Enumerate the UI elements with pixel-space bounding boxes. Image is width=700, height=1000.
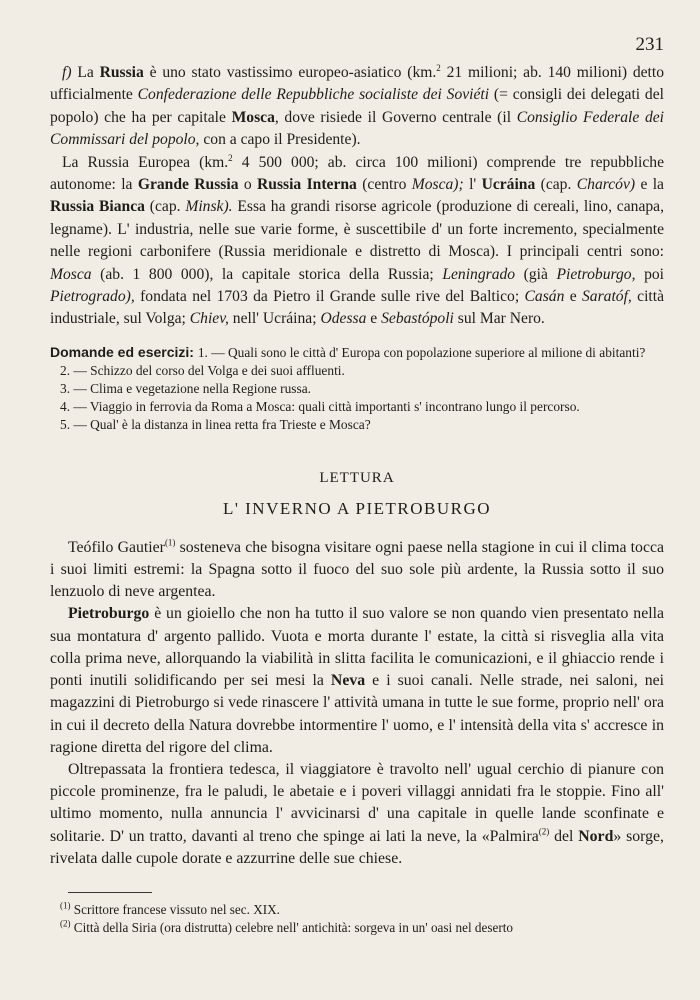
text-run: e	[564, 288, 582, 306]
text-run: del	[549, 827, 579, 845]
text-run: sosteneva che bisogna visitare ogni paese nella stagione in cui il clima tocca i suoi limiti estremi: la Spagna sotto il fuoco del suo sole più ardente, la Russia sotto il suo lenzuolo di neve argentea.	[50, 538, 664, 601]
superscript: (1)	[164, 537, 176, 548]
exercise-text: 3. — Clima e vegetazione nella Regione russa.	[60, 380, 311, 396]
italic-text: Leningrado	[442, 265, 516, 283]
text-run: , dove risiede il Governo centrale (il	[274, 108, 517, 126]
text-run: » sorge, rivelata dalle cupole dorate e azzurrine delle sue chiese.	[50, 827, 664, 867]
bold-text: Russia Interna	[257, 176, 357, 194]
italic-text: Minsk).	[185, 198, 233, 216]
italic-text: Consiglio Federale dei Commissari del popolo,	[50, 108, 664, 149]
text-run: o	[238, 176, 258, 194]
exercise-item	[50, 343, 664, 362]
text-run: e	[366, 310, 382, 328]
text-run: con a capo il Presidente).	[199, 131, 361, 149]
paragraph-russia-overview	[50, 62, 664, 152]
text-run: Città della Siria (ora distrutta) celebre nell' antichità: sorgeva in un' oasi nel deserto	[70, 919, 513, 935]
italic-text: Chiev,	[189, 310, 229, 328]
exercises-section	[50, 343, 664, 434]
bold-text: Russia	[99, 64, 144, 81]
bold-text: Mosca	[231, 108, 275, 126]
footnotes	[50, 901, 664, 937]
exercise-heading: Domande ed esercizi:	[50, 343, 198, 360]
text-run: e i suoi canali. Nelle strade, nei saloni, nei magazzini di Pietroburgo si vede rinascere l' attività umana in tutte le sue forme, proprio nell' ora in cui il decreto della Natura dovrebbe intormentire l' uomo, e l' intensità della vita s' accresce in ragione diretta del rigore del clima.	[50, 672, 664, 756]
bold-text: Nord	[578, 827, 614, 845]
exercise-item	[50, 362, 664, 380]
text-run: e la	[635, 176, 664, 194]
bold-text: Russia Bianca	[50, 198, 145, 216]
reading-paragraph	[50, 603, 664, 758]
italic-text: Mosca	[50, 265, 92, 283]
text-run: 21 milioni; ab. 140 milioni) detto ufficialmente	[50, 64, 664, 104]
italic-text: Mosca);	[411, 176, 464, 194]
exercise-list	[50, 343, 664, 434]
reading-paragraph	[50, 537, 664, 604]
exercise-item	[50, 398, 664, 416]
reading-paragraph	[50, 759, 664, 870]
text-run: nell' Ucráina;	[228, 310, 321, 328]
text-run: l'	[463, 176, 482, 194]
reading-title: L' INVERNO A PIETROBURGO	[222, 498, 492, 518]
exercise-text: 5. — Qual' è la distanza in linea retta fra Trieste e Mosca?	[60, 416, 371, 432]
footnote-divider	[68, 892, 152, 893]
rich-text	[50, 64, 664, 148]
text-run: (cap.	[144, 198, 186, 216]
text-run: (già	[515, 265, 557, 283]
text-run: città industriale, sul Volga;	[50, 288, 664, 328]
text-run: poi	[635, 265, 665, 283]
text-run: (centro	[356, 176, 412, 194]
text-run: sul Mar Nero.	[453, 310, 545, 328]
exercise-text: 4. — Viaggio in ferrovia da Roma a Mosca: quali città importanti s' incontrano lungo il percorso.	[60, 398, 580, 414]
bold-text: Grande Russia	[137, 176, 239, 194]
rich-text	[50, 154, 664, 328]
superscript: (2)	[60, 918, 71, 929]
italic-text: Pietroburgo,	[556, 265, 636, 283]
italic-text: Charcóv)	[576, 176, 636, 194]
italic-text: Saratóf,	[581, 288, 632, 306]
superscript: 2	[228, 152, 233, 163]
text-run: (= consigli dei delegati del popolo) che ha per capitale	[50, 86, 664, 126]
bold-text: Ucráina	[481, 176, 536, 194]
text-run: (ab. 1 800 000), la capitale storica della Russia;	[91, 265, 443, 283]
italic-text: Casán	[524, 288, 565, 306]
text-run: 4 500 000; ab. circa 100 milioni) comprende tre repubbliche autonome: la	[50, 153, 664, 194]
text-run: La Russia Europea (km.	[62, 153, 229, 171]
text-run: Scrittore francese vissuto nel sec. XIX.	[70, 901, 280, 917]
italic-text: Confederazione delle Repubbliche socialiste dei Soviéti	[137, 86, 490, 104]
text-run: La	[77, 64, 100, 81]
text-run: Oltrepassata la frontiera tedesca, il viaggiatore è travolto nell' ugual cerchio di pianure con piccole prominenze, fra le paludi, le abetaie e i poveri villaggi annidati fra le stoppie. Fino all' ultimo momento, nulla annuncia l' avvicinarsi d' una capitale in quelle lande sconfinate e solitarie. D' un tratto, davanti al treno che spinge ai lati la neve, la «Palmira	[50, 760, 664, 845]
footnote	[50, 901, 664, 919]
superscript: 2	[436, 62, 441, 73]
superscript: (1)	[60, 900, 71, 911]
paragraph-european-russia	[50, 152, 664, 331]
text-run: (cap.	[535, 176, 577, 194]
italic-text: Pietrogrado),	[50, 288, 135, 306]
reading-body	[50, 537, 664, 870]
text-run: Teófilo Gautier	[68, 538, 165, 556]
text-run: Essa ha grandi risorse agricole (produzione di cereali, lino, canapa, legname). L' industria, nelle sue varie forme, è suscettibile d' un forte incremento, specialmente nelle regioni carbonifere (Russia meridionale e distretto di Mosca). I principali centri sono:	[50, 198, 664, 261]
superscript: (2)	[538, 826, 550, 837]
exercise-item	[50, 380, 664, 398]
page-number: 231	[635, 34, 664, 55]
text-run: è un gioiello che non ha tutto il suo valore se non quando vien presentato nella sua montatura d' argento pallido. Vuota e morta durante l' estate, la città si risveglia alla vita colla prima neve, allorquando la viabilità in slitta facilita le comunicazioni, e il ghiaccio rende i ponti inutili solidificando per sei mesi la	[50, 605, 664, 690]
bold-text: Neva	[330, 672, 366, 690]
text-run: è uno stato vastissimo europeo-asiatico (km.	[143, 64, 437, 81]
bold-text: Pietroburgo	[68, 605, 150, 623]
italic-text: Odessa	[320, 310, 367, 328]
footnote	[50, 919, 664, 937]
section-marker: f)	[62, 64, 72, 81]
exercise-item	[50, 416, 664, 434]
exercise-text: 2. — Schizzo del corso del Volga e dei suoi affluenti.	[60, 362, 345, 378]
text-run: fondata nel 1703 da Pietro il Grande sulle rive del Baltico;	[134, 288, 525, 306]
reading-label: LETTURA	[319, 469, 395, 486]
exercise-text: 1. — Quali sono le città d' Europa con popolazione superiore al milione di abitanti?	[197, 344, 646, 360]
italic-text: Sebastópoli	[381, 310, 454, 328]
